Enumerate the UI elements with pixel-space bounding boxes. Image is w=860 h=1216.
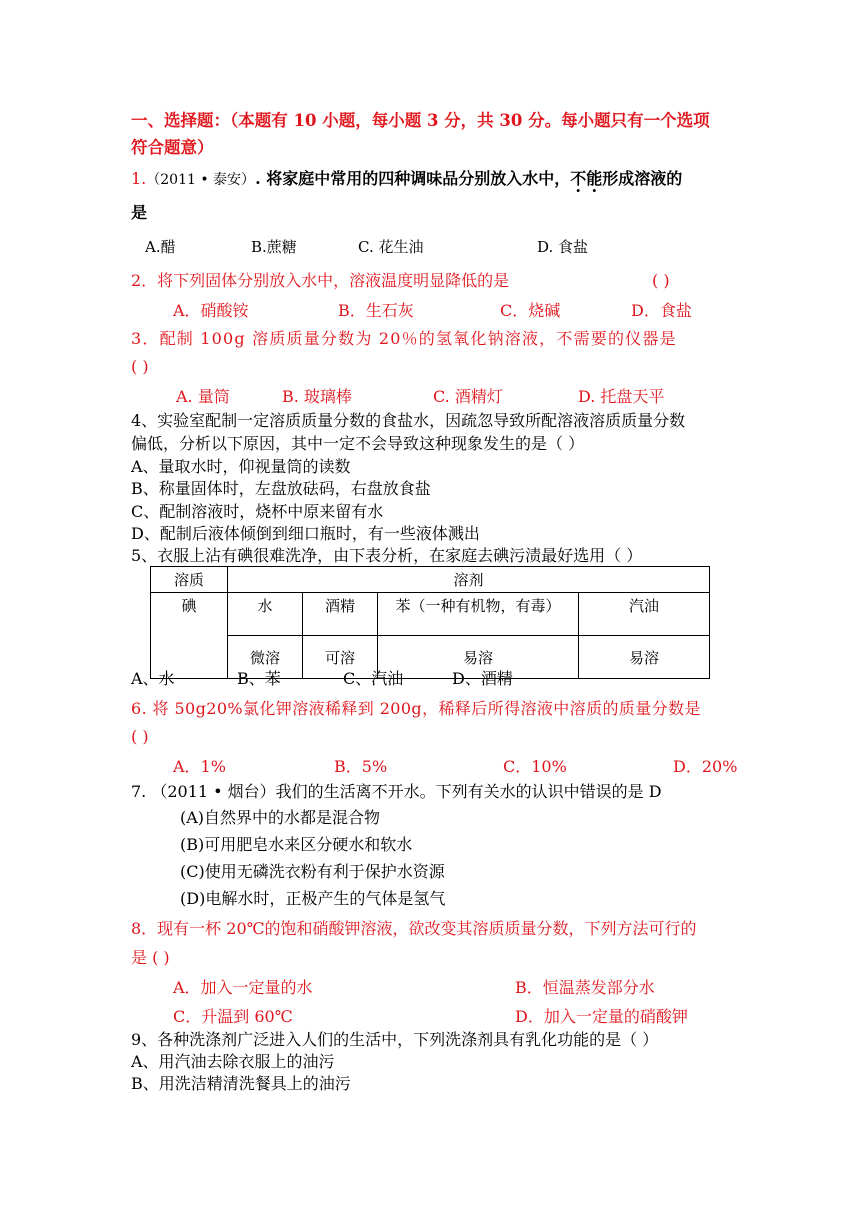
question-5-stem: 5、衣服上沾有碘很难洗净，由下表分析，在家庭去碘污渍最好选用（ ）	[131, 546, 643, 565]
question-6-option-a: A．1%	[173, 757, 226, 776]
question-8-option-a: A．加入一定量的水	[173, 978, 313, 997]
question-5-option-b: B、苯	[237, 669, 281, 688]
table-solvent-gasoline: 汽油	[579, 593, 710, 636]
table-solute-iodine: 碘	[151, 593, 228, 679]
question-2-option-a: A．硝酸铵	[173, 301, 249, 320]
table-solvent-benzene: 苯（一种有机物，有毒）	[378, 593, 579, 636]
question-9-option-b: B、用洗洁精清洗餐具上的油污	[131, 1074, 351, 1093]
question-1-option-a: A.醋	[145, 238, 176, 256]
table-solubility-water: 微溶	[228, 636, 303, 679]
question-8-option-d: D．加入一定量的硝酸钾	[515, 1007, 688, 1026]
question-7-option-c: (C)使用无磷洗衣粉有利于保护水资源	[180, 862, 445, 881]
question-5-option-a: A、水	[131, 669, 175, 688]
section-title-line1: 一、选择题：（本题有 10 小题，每小题 3 分，共 30 分。每小题只有一个选项	[131, 111, 710, 130]
question-2-answer-paren: ( )	[652, 271, 670, 290]
table-solubility-alcohol: 可溶	[303, 636, 378, 679]
emphasis-dot-char-2: 能	[586, 169, 603, 188]
question-3-option-b: B. 玻璃棒	[282, 387, 352, 406]
question-3-option-c: C. 酒精灯	[433, 387, 503, 406]
table-header-solvent: 溶剂	[228, 567, 710, 593]
question-7-stem: 7. （2011 • 烟台）我们的生活离不开水。下列有关水的认识中错误的是 D	[131, 782, 662, 801]
question-1-stem-cont: 是	[131, 203, 148, 222]
table-solvent-water: 水	[228, 593, 303, 636]
question-7-option-d: (D)电解水时，正极产生的气体是氢气	[180, 889, 446, 908]
question-3-option-a: A. 量筒	[176, 387, 230, 406]
question-4-option-c: C、配制溶液时，烧杯中原来留有水	[131, 502, 384, 521]
emphasis-dot-char-1: 不	[570, 169, 587, 188]
question-7-option-a: (A)自然界中的水都是混合物	[180, 808, 381, 827]
question-1-stem-b: 形成溶液的	[602, 169, 683, 188]
question-8-stem-line2: 是 ( )	[131, 948, 170, 967]
table-solvent-alcohol: 酒精	[303, 593, 378, 636]
question-3-option-d: D. 托盘天平	[578, 387, 665, 406]
question-1-option-d: D. 食盐	[537, 238, 589, 256]
table-solubility-benzene: 易溶	[378, 636, 579, 679]
question-4-option-b: B、称量固体时，左盘放砝码，右盘放食盐	[131, 479, 431, 498]
question-1-option-b: B.蔗糖	[251, 238, 297, 256]
question-9-stem: 9、各种洗涤剂广泛进入人们的生活中，下列洗涤剂具有乳化功能的是（ ）	[131, 1030, 659, 1049]
question-2-option-d: D．食盐	[631, 301, 692, 320]
question-9-option-a: A、用汽油去除衣服上的油污	[131, 1052, 335, 1071]
question-5-option-d: D、酒精	[452, 669, 513, 688]
question-1-option-c: C. 花生油	[358, 238, 424, 256]
question-5-option-c: C、汽油	[343, 669, 404, 688]
question-8-option-c: C．升温到 60℃	[173, 1007, 293, 1026]
question-2-option-b: B．生石灰	[338, 301, 414, 320]
table-solubility-gasoline: 易溶	[579, 636, 710, 679]
table-header-solute: 溶质	[151, 567, 228, 593]
solubility-table	[150, 566, 710, 679]
question-4-option-d: D、配制后液体倾倒到细口瓶时，有一些液体溅出	[131, 524, 480, 543]
question-6-answer-paren: ( )	[131, 727, 149, 746]
question-3-stem: 3．配制 100g 溶质质量分数为 20％的氢氧化钠溶液，不需要的仪器是	[131, 329, 677, 348]
question-7-option-b: (B)可用肥皂水来区分硬水和软水	[180, 835, 413, 854]
question-3-answer-paren: ( )	[131, 357, 149, 376]
question-8-stem-line1: 8．现有一杯 20℃的饱和硝酸钾溶液，欲改变其溶质质量分数，下列方法可行的	[131, 919, 697, 938]
question-6-option-b: B．5%	[334, 757, 388, 776]
question-4-stem-line2: 偏低，分析以下原因，其中一定不会导致这种现象发生的是（ ）	[131, 434, 585, 453]
question-6-option-c: C．10%	[503, 757, 567, 776]
section-title-line2: 符合题意）	[131, 138, 214, 157]
question-8-option-b: B．恒温蒸发部分水	[515, 978, 655, 997]
question-1-number: 1.	[131, 169, 147, 188]
question-1-stem-a: . 将家庭中常用的四种调味品分别放入水中，	[255, 169, 571, 188]
question-2-option-c: C．烧碱	[500, 301, 561, 320]
question-2-stem: 2．将下列固体分别放入水中，溶液温度明显降低的是	[131, 271, 510, 290]
question-4-stem-line1: 4、实验室配制一定溶质质量分数的食盐水，因疏忽导致所配溶液溶质质量分数	[131, 411, 686, 430]
question-6-stem: 6. 将 50g20%氯化钾溶液稀释到 200g，稀释后所得溶液中溶质的质量分数是	[131, 699, 701, 718]
question-1-stem	[131, 168, 682, 191]
question-4-option-a: A、量取水时，仰视量筒的读数	[131, 457, 351, 476]
question-6-option-d: D．20%	[673, 757, 738, 776]
question-1-source: （2011 • 泰安）	[146, 172, 256, 188]
